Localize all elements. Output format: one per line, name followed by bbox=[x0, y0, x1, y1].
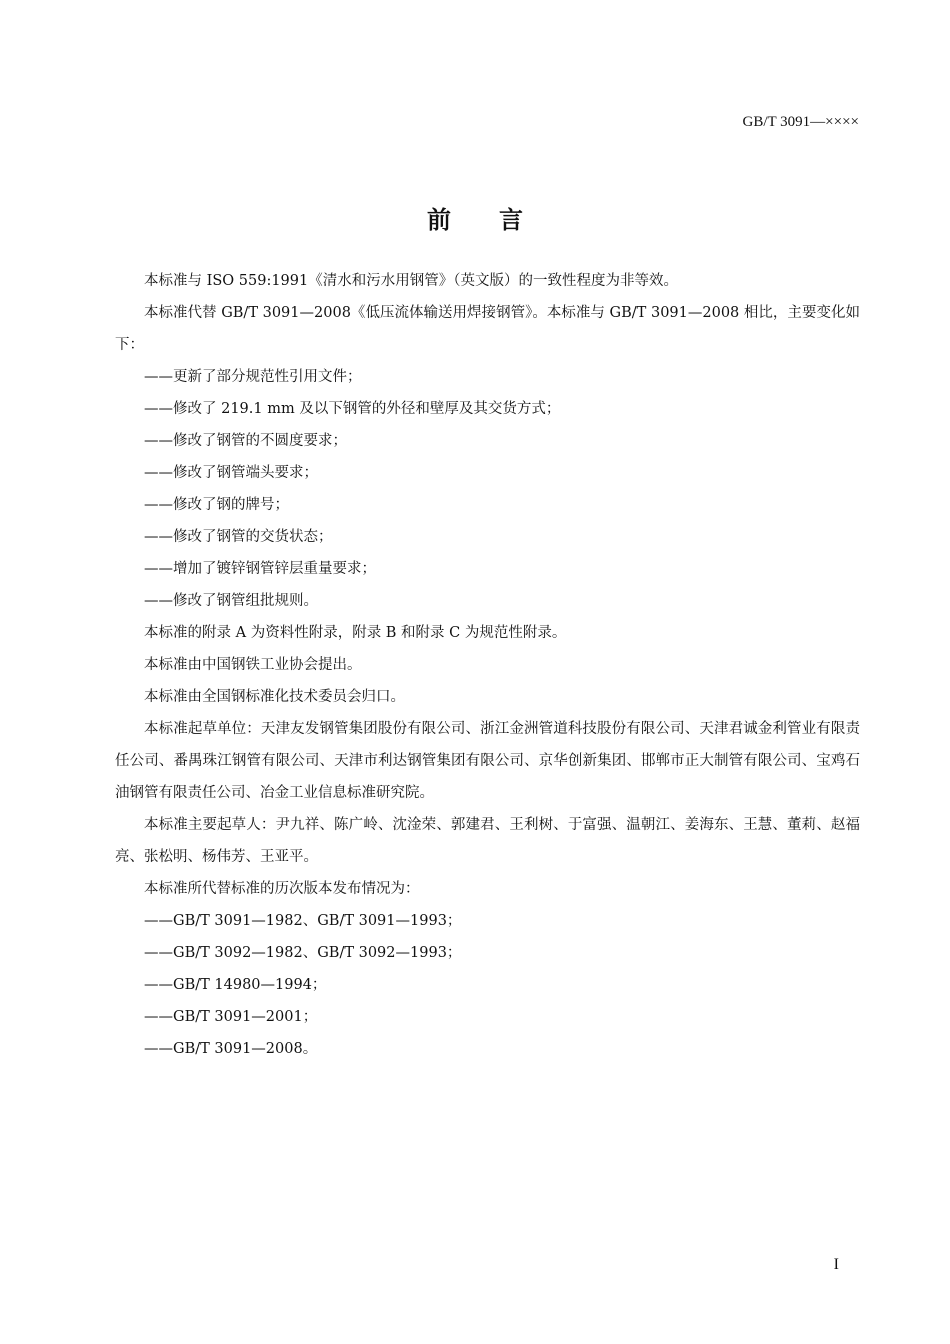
paragraph-annexes: 本标准的附录 A 为资料性附录，附录 B 和附录 C 为规范性附录。 bbox=[144, 625, 567, 641]
paragraph-consistency: 本标准与 ISO 559:1991《清水和污水用钢管》（英文版）的一致性程度为非等效。 bbox=[144, 273, 678, 289]
paragraph-history-intro: 本标准所代替标准的历次版本发布情况为： bbox=[144, 881, 420, 897]
change-item: ——更新了部分规范性引用文件； bbox=[144, 369, 362, 385]
paragraph-drafters: 本标准主要起草人：尹九祥、陈广岭、沈淦荣、郭建君、王利树、于富强、温朝江、姜海东、王慧、董莉、赵福亮、张松明、杨伟芳、王亚平。 bbox=[115, 817, 860, 865]
change-item: ——修改了钢管的不圆度要求； bbox=[144, 433, 347, 449]
paragraph-proposed-by: 本标准由中国钢铁工业协会提出。 bbox=[144, 657, 362, 673]
history-item: ——GB/T 14980—1994； bbox=[144, 977, 327, 993]
change-item: ——修改了钢管端头要求； bbox=[144, 465, 318, 481]
document-body bbox=[115, 265, 860, 1065]
change-item: ——增加了镀锌钢管锌层重量要求； bbox=[144, 561, 376, 577]
history-item: ——GB/T 3091—2008。 bbox=[144, 1041, 318, 1057]
history-item: ——GB/T 3092—1982、GB/T 3092—1993； bbox=[144, 945, 462, 961]
page-title: 前言 bbox=[427, 206, 571, 235]
change-item: ——修改了 219.1 mm 及以下钢管的外径和壁厚及其交货方式； bbox=[144, 401, 561, 417]
change-item: ——修改了钢的牌号； bbox=[144, 497, 289, 513]
paragraph-drafting-units: 本标准起草单位：天津友发钢管集团股份有限公司、浙江金洲管道科技股份有限公司、天津君诚金利管业有限责任公司、番禺珠江钢管有限公司、天津市利达钢管集团有限公司、京华创新集团、邯郸市正大制管有限公司、宝鸡石油钢管有限责任公司、冶金工业信息标准研究院。 bbox=[115, 721, 860, 801]
document-code: GB/T 3091—×××× bbox=[742, 114, 859, 130]
history-item: ——GB/T 3091—1982、GB/T 3091—1993； bbox=[144, 913, 462, 929]
change-item: ——修改了钢管的交货状态； bbox=[144, 529, 333, 545]
page-number: I bbox=[833, 1256, 839, 1273]
change-item: ——修改了钢管组批规则。 bbox=[144, 593, 318, 609]
paragraph-under-jurisdiction: 本标准由全国钢标准化技术委员会归口。 bbox=[144, 689, 405, 705]
paragraph-replaces: 本标准代替 GB/T 3091—2008《低压流体输送用焊接钢管》。本标准与 GB/T 3091—2008 相比，主要变化如下： bbox=[115, 305, 860, 353]
history-item: ——GB/T 3091—2001； bbox=[144, 1009, 318, 1025]
